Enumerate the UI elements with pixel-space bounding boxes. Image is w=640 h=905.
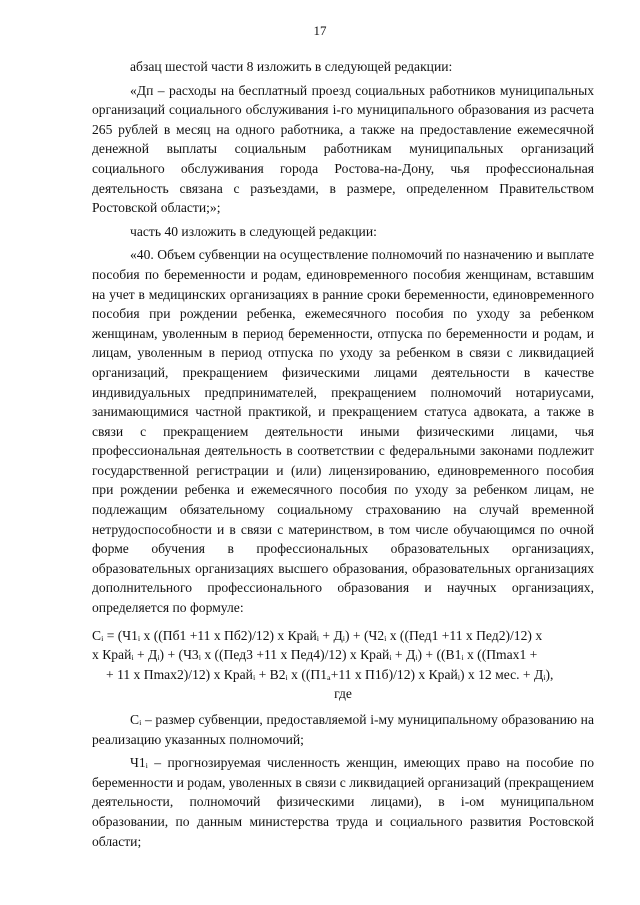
paragraph-intro-40: часть 40 изложить в следующей редакции:: [130, 223, 377, 239]
formula-line-3: + 11 х Пmax2)/12) х Крайᵢ + В2ᵢ х ((П1ₐ+11 х П1б)/12) х Крайᵢ) х 12 мес. + Дᵢ),: [106, 666, 554, 682]
paragraph-intro-8: абзац шестой части 8 изложить в следующей редакции:: [130, 59, 453, 74]
definition-ci: Cᵢ – размер субвенции, предоставляемой i-му муниципальному образованию на реализацию указанных полномочий;: [92, 712, 594, 747]
formula-where: где: [334, 686, 352, 702]
paragraph-dp-definition: «Дп – расходы на бесплатный проезд социальных работников муниципальных организаций социального обслуживания i-го муниципального образования из расчета 265 рублей в месяц на одного работника, а также на предоставление ежемесячной денежной выплаты социальным работникам муниципальных организаций социального обслуживания города Ростова-на-Дону, чья профессиональная деятельность связана с разъездами, в размере, определенном Правительством Ростовской области;»;: [92, 82, 594, 216]
subvention-formula: [92, 626, 594, 685]
paragraph-part-40: «40. Объем субвенции на осуществление полномочий по назначению и выплате пособия по беременности и родам, единовременного пособия женщинам, вставшим на учет в медицинских организациях в ранние сроки беременности, единовременного пособия при рождении ребенка, ежемесячного пособия по уходу за ребенком женщинам, уволенным в период беременности, отпуска по беременности и родам, и лицам, уволенным в период отпуска по уходу за ребенком в связи с ликвидацией организаций, прекращением физическими лицами деятельности в качестве индивидуальных предпринимателей, прекращением полномочий нотариусами, занимающимися частной практикой, и прекращением статуса адвоката, а также в связи с прекращением деятельности иными физическими лицами, чья профессиональная деятельность в соответствии с федеральными законами подлежит государственной регистрации и (или) лицензированию, единовременного пособия при рождении ребенка и ежемесячного пособия по уходу за ребенком лицам, не подлежащим обязательному социальному страхованию на случай временной нетрудоспособности и в связи с материнством, в том числе обучающимся по очной форме обучения в профессиональных образовательных организациях, образовательных организациях высшего образования, образовательных организациях дополнительного профессионального образования и научных организациях, определяется по формуле:: [92, 247, 594, 616]
page-number: 17: [313, 23, 327, 38]
formula-line-1: Cᵢ = (Ч1ᵢ х ((Пб1 +11 х Пб2)/12) х Крайᵢ + Дᵢ) + (Ч2ᵢ х ((Пед1 +11 х Пед2)/12) х: [92, 627, 543, 643]
document-body: [92, 57, 594, 855]
formula-line-2: х Крайᵢ + Дᵢ) + (Ч3ᵢ х ((Пед3 +11 х Пед4)/12) х Крайᵢ + Дᵢ) + ((В1ᵢ х ((Пmax1 +: [92, 647, 538, 663]
definition-ch1i: Ч1ᵢ – прогнозируемая численность женщин, имеющих право на пособие по беременности и родам, уволенных в связи с ликвидацией организаций (прекращением деятельности, полномочий физическими лицами), в i-ом муниципальном образовании, по данным министерства труда и социального развития Ростовской области;: [92, 755, 594, 849]
